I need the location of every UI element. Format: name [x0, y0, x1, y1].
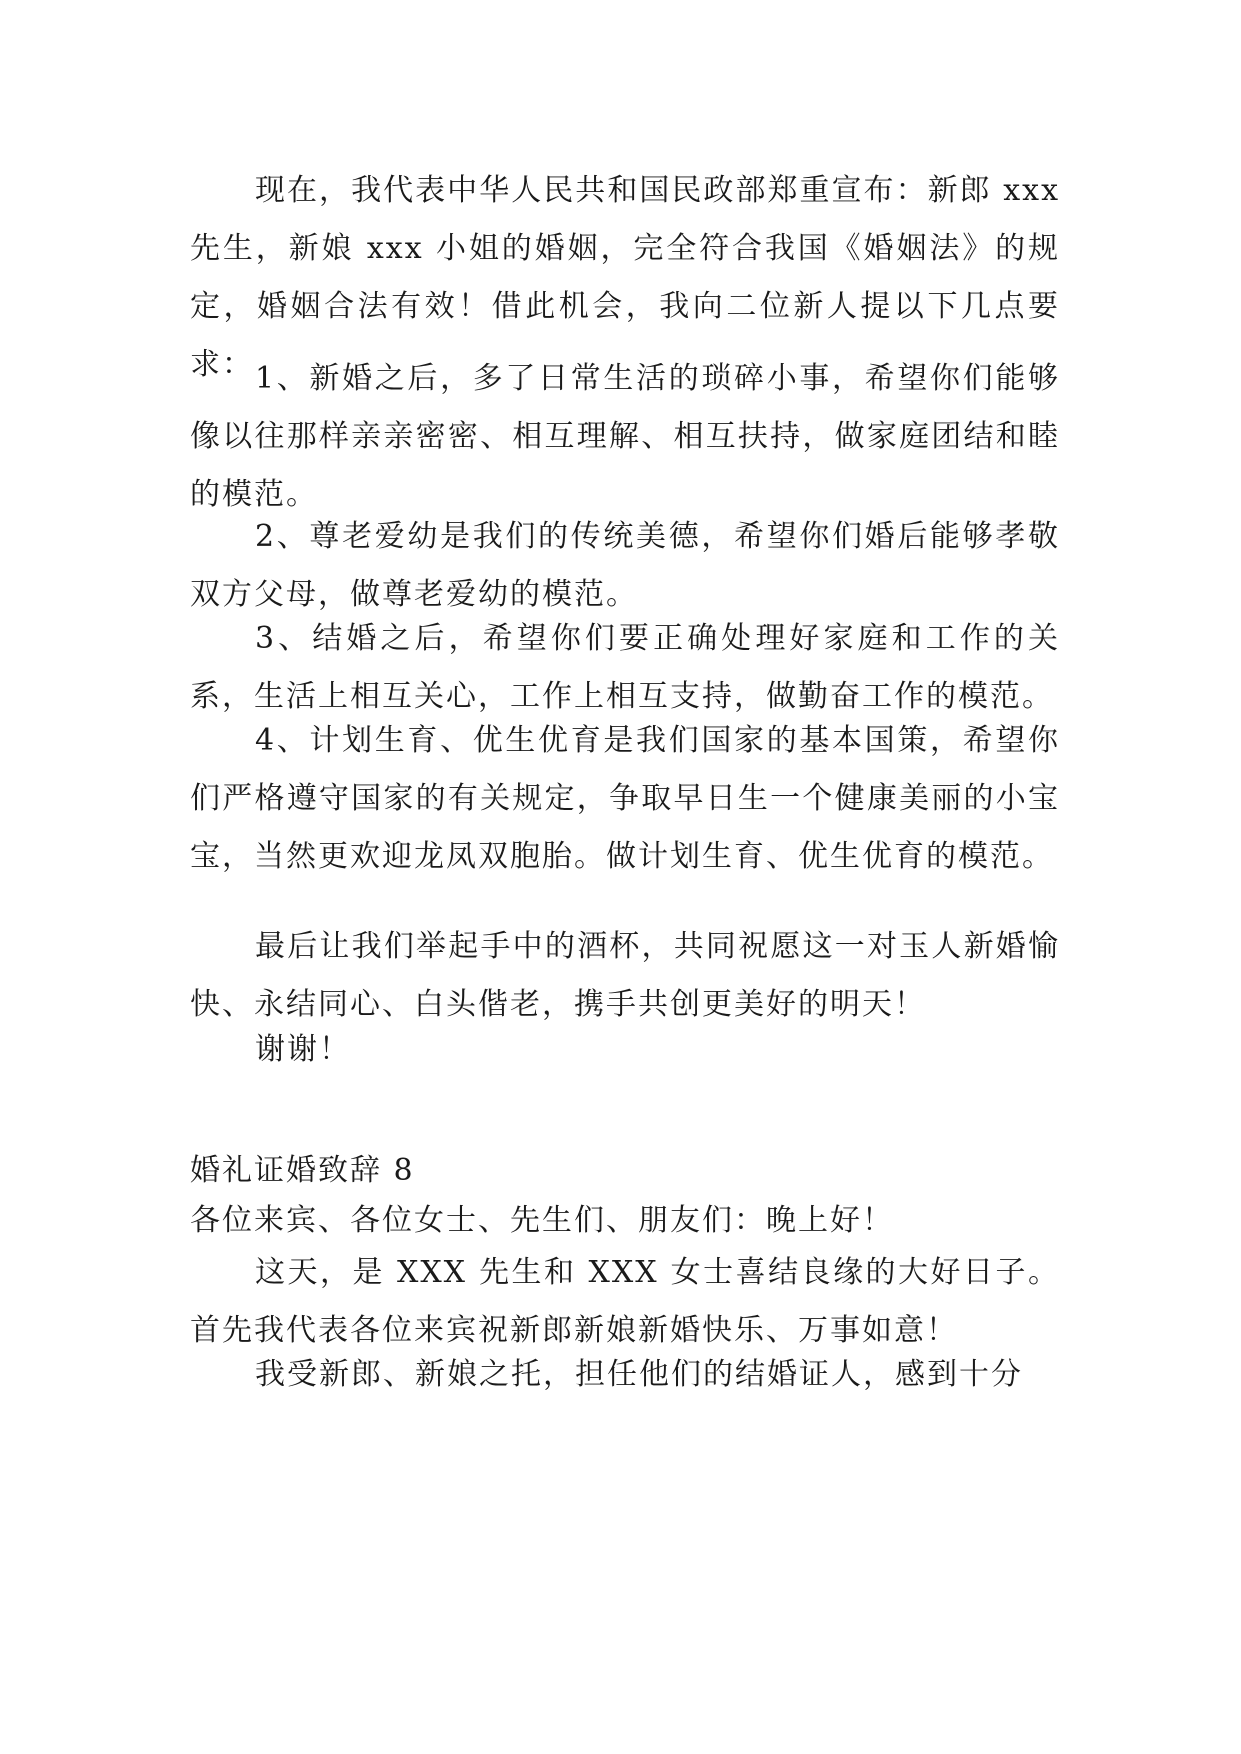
section-paragraph-1: 这天，是 XXX 先生和 XXX 女士喜结良缘的大好日子。首先我代表各位来宾祝新郎新娘新婚快乐、万事如意！	[190, 1255, 1060, 1348]
paragraph-toast: 最后让我们举起手中的酒杯，共同祝愿这一对玉人新婚愉快、永结同心、白头偕老，携手共创更美好的明天！	[190, 929, 1060, 1022]
paragraph-requirement-3: 3、结婚之后，希望你们要正确处理好家庭和工作的关系，生活上相互关心，工作上相互支持，做勤奋工作的模范。	[190, 621, 1060, 714]
section-title: 婚礼证婚致辞 8	[190, 1153, 415, 1188]
paragraph-requirement-2: 2、尊老爱幼是我们的传统美德，希望你们婚后能够孝敬双方父母，做尊老爱幼的模范。	[190, 519, 1060, 612]
paragraph-declaration: 现在，我代表中华人民共和国民政部郑重宣布：新郎 xxx 先生，新娘 xxx 小姐的婚姻，完全符合我国《婚姻法》的规定，婚姻合法有效！借此机会，我向二位新人提以下几点要求：	[190, 173, 1060, 382]
section-greeting: 各位来宾、各位女士、先生们、朋友们：晚上好！	[190, 1203, 894, 1238]
paragraph-requirement-4: 4、计划生育、优生优育是我们国家的基本国策，希望你们严格遵守国家的有关规定，争取早日生一个健康美丽的小宝宝，当然更欢迎龙凤双胞胎。做计划生育、优生优育的模范。	[190, 723, 1060, 874]
paragraph-thanks: 谢谢！	[255, 1032, 351, 1067]
section-paragraph-2: 我受新郎、新娘之托，担任他们的结婚证人，感到十分	[255, 1357, 1023, 1392]
paragraph-requirement-1: 1、新婚之后，多了日常生活的琐碎小事，希望你们能够像以往那样亲亲密密、相互理解、相互扶持，做家庭团结和睦的模范。	[190, 361, 1060, 512]
